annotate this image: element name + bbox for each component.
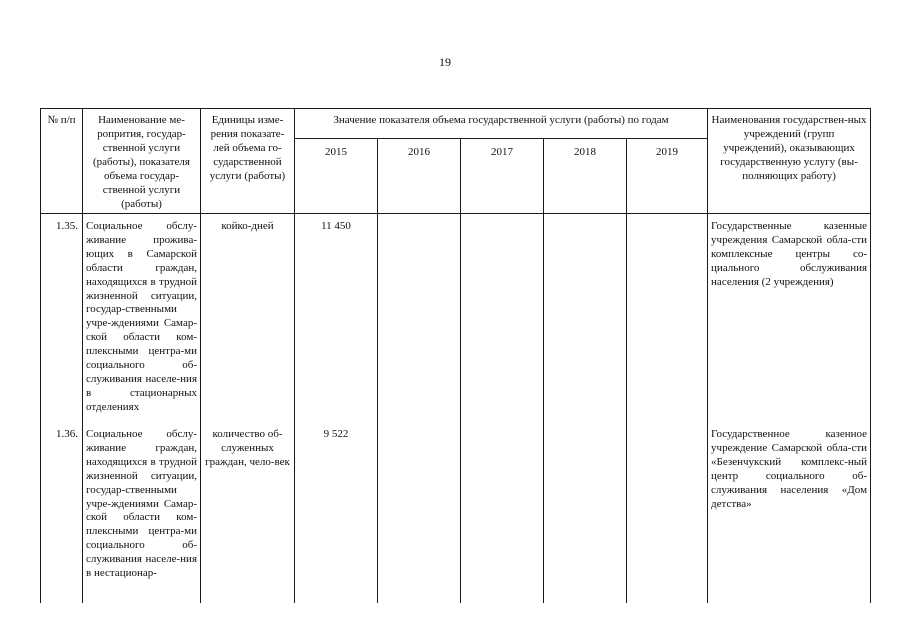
unit-of-measure: койко-дней — [201, 214, 295, 421]
value-2015: 11 450 — [295, 214, 378, 421]
header-values-by-year: Значение показателя объема государственной услуги (работы) по годам — [295, 109, 708, 139]
value-2019 — [627, 420, 708, 603]
institutions: Государственное казенное учреждение Самарской обла-сти «Безенчукский комплекс-ный центр социального об-служивания населения «Дом детства» — [708, 420, 871, 603]
service-name: Социальное обслу-живание граждан, находящихся в трудной жизненной ситуации, государ-ственными учре-ждениями Самар-ской области ком-плексными центра-ми социального об-служивания населе-ния в нестационар- — [83, 420, 201, 603]
header-year: 2017 — [461, 138, 544, 213]
service-name: Социальное обслу-живание прожива-ющих в Самарской области граждан, находящихся в трудной жизненной ситуации, государ-ственными учре-ждениями Самар-ской области ком-плексными центра-ми социального об-служивания населе-ния в стационарных отделениях — [83, 214, 201, 421]
row-number: 1.36. — [41, 420, 83, 603]
value-2016 — [378, 214, 461, 421]
value-2016 — [378, 420, 461, 603]
services-table — [40, 108, 871, 603]
unit-of-measure: количество об-служенных граждан, чело-век — [201, 420, 295, 603]
institutions: Государственные казенные учреждения Самарской обла-сти комплексные центры со-циального обслуживания населения (2 учреждения) — [708, 214, 871, 421]
header-service-name: Наименование ме-ропрития, государ-ственной услуги (работы), показателя объема государ-ственной услуги (работы) — [83, 109, 201, 214]
value-2017 — [461, 420, 544, 603]
header-year: 2019 — [627, 138, 708, 213]
value-2019 — [627, 214, 708, 421]
header-year: 2018 — [544, 138, 627, 213]
header-number: № п/п — [41, 109, 83, 214]
value-2017 — [461, 214, 544, 421]
value-2018 — [544, 420, 627, 603]
table-row — [41, 420, 871, 603]
header-institutions: Наименования государствен-ных учреждений (групп учреждений), оказывающих государственную услугу (вы-полняющих работу) — [708, 109, 871, 214]
value-2018 — [544, 214, 627, 421]
header-units: Единицы изме-рения показате-лей объема го-сударственной услуги (работы) — [201, 109, 295, 214]
value-2015: 9 522 — [295, 420, 378, 603]
row-number: 1.35. — [41, 214, 83, 421]
page-number: 19 — [439, 55, 451, 69]
table-header-row — [41, 109, 871, 139]
table-row — [41, 214, 871, 421]
header-year: 2016 — [378, 138, 461, 213]
header-year: 2015 — [295, 138, 378, 213]
